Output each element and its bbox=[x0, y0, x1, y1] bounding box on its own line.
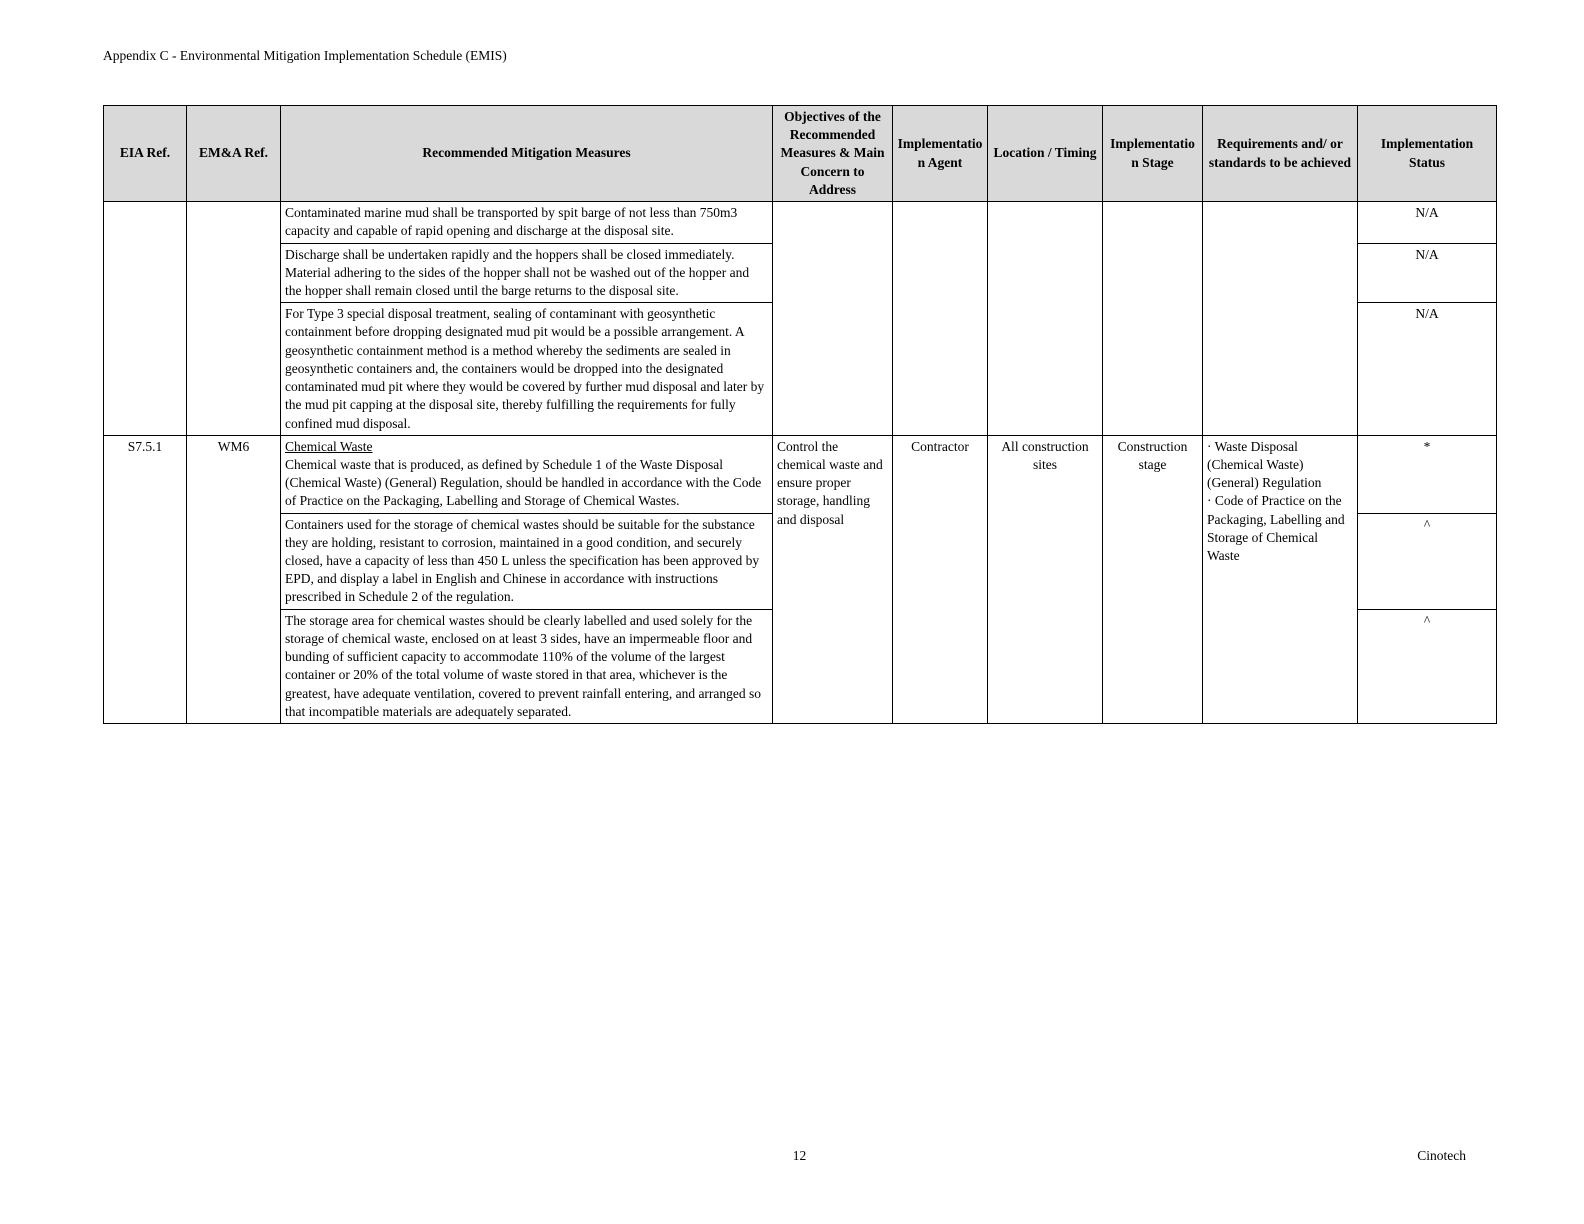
col-header-agent: Implementation Agent bbox=[893, 106, 988, 202]
ema-ref-cell: WM6 bbox=[187, 435, 281, 723]
status-cell: N/A bbox=[1358, 202, 1497, 243]
requirements-cell bbox=[1203, 435, 1358, 723]
requirements-cell bbox=[1203, 202, 1358, 436]
eia-ref-cell: S7.5.1 bbox=[104, 435, 187, 723]
location-cell bbox=[988, 202, 1103, 436]
location-cell: All construction sites bbox=[988, 435, 1103, 723]
stage-cell bbox=[1103, 202, 1203, 436]
page-number: 12 bbox=[792, 1148, 807, 1163]
measure-text: Chemical waste that is produced, as defined by Schedule 1 of the Waste Disposal (Chemical Waste) (General) Regulation, should be handled in accordance with the Code of Practice on the Packaging, Labelling and Storage of Chemical Wastes. bbox=[285, 456, 762, 509]
status-cell: ^ bbox=[1358, 513, 1497, 609]
table-row bbox=[104, 202, 1497, 243]
measure-cell bbox=[281, 243, 773, 303]
col-header-ema-ref: EM&A Ref. bbox=[187, 106, 281, 202]
measure-cell bbox=[281, 609, 773, 723]
footer-brand: Cinotech bbox=[1417, 1148, 1466, 1163]
ema-ref-cell bbox=[187, 202, 281, 436]
agent-cell: Contractor bbox=[893, 435, 988, 723]
status-cell: * bbox=[1358, 435, 1497, 513]
emis-table bbox=[103, 105, 1497, 724]
col-header-stage: Implementation Stage bbox=[1103, 106, 1203, 202]
measure-heading: Chemical Waste bbox=[285, 438, 373, 454]
measure-text: The storage area for chemical wastes should be clearly labelled and used solely for the storage of chemical waste, enclosed on at least 3 sides, have an impermeable floor and bunding of sufficient capacity to accommodate 110% of the volume of the largest container or 20% of the total volume of waste stored in that area, whichever is the greatest, have adequate ventilation, covered to prevent rainfall entering, and arranged so that incompatible materials are adequately separated. bbox=[285, 612, 762, 719]
objectives-cell: Control the chemical waste and ensure proper storage, handling and disposal bbox=[773, 435, 893, 723]
status-cell: N/A bbox=[1358, 243, 1497, 303]
measure-text: Contaminated marine mud shall be transported by spit barge of not less than 750m3 capacity and capable of rapid opening and discharge at the disposal site. bbox=[285, 205, 738, 239]
measure-cell bbox=[281, 303, 773, 436]
eia-ref-cell bbox=[104, 202, 187, 436]
col-header-requirements: Requirements and/ or standards to be achieved bbox=[1203, 106, 1358, 202]
measure-cell bbox=[281, 513, 773, 609]
measure-text: For Type 3 special disposal treatment, sealing of contaminant with geosynthetic containment before dropping designated mud pit would be a possible arrangement. A geosynthetic containment method is a method whereby the sediments are sealed in geosynthetic containers and, the containers would be dropped into the designated contaminated mud pit where they would be covered by further mud disposal and later by the mud pit capping at the disposal site, thereby fulfilling the requirements for fully confined mud disposal. bbox=[285, 306, 765, 431]
status-cell: N/A bbox=[1358, 303, 1497, 436]
status-cell: ^ bbox=[1358, 609, 1497, 723]
table-row bbox=[104, 435, 1497, 513]
table-header-row bbox=[104, 106, 1497, 202]
measure-text: Discharge shall be undertaken rapidly and the hoppers shall be closed immediately. Material adhering to the sides of the hopper shall not be washed out of the hopper and the hopper shall remain closed until the barge returns to the disposal site. bbox=[285, 246, 750, 298]
stage-cell: Construction stage bbox=[1103, 435, 1203, 723]
requirement-item: · Code of Practice on the Packaging, Labelling and Storage of Chemical Waste bbox=[1207, 493, 1345, 564]
page-title: Appendix C - Environmental Mitigation Implementation Schedule (EMIS) bbox=[103, 48, 507, 63]
col-header-objectives: Objectives of the Recommended Measures & Main Concern to Address bbox=[773, 106, 893, 202]
col-header-location: Location / Timing bbox=[988, 106, 1103, 202]
measure-text: Containers used for the storage of chemical wastes should be suitable for the substance they are holding, resistant to corrosion, maintained in a good condition, and securely closed, have a capacity of less than 450 L unless the specification has been approved by EPD, and display a label in English and Chinese in accordance with instructions prescribed in Schedule 2 of the regulation. bbox=[285, 516, 760, 605]
col-header-status: Implementation Status bbox=[1358, 106, 1497, 202]
measure-cell bbox=[281, 435, 773, 513]
col-header-eia-ref: EIA Ref. bbox=[104, 106, 187, 202]
measure-cell bbox=[281, 202, 773, 243]
requirement-item: · Waste Disposal (Chemical Waste) (General) Regulation bbox=[1207, 438, 1322, 491]
agent-cell bbox=[893, 202, 988, 436]
objectives-cell bbox=[773, 202, 893, 436]
col-header-measures: Recommended Mitigation Measures bbox=[281, 106, 773, 202]
